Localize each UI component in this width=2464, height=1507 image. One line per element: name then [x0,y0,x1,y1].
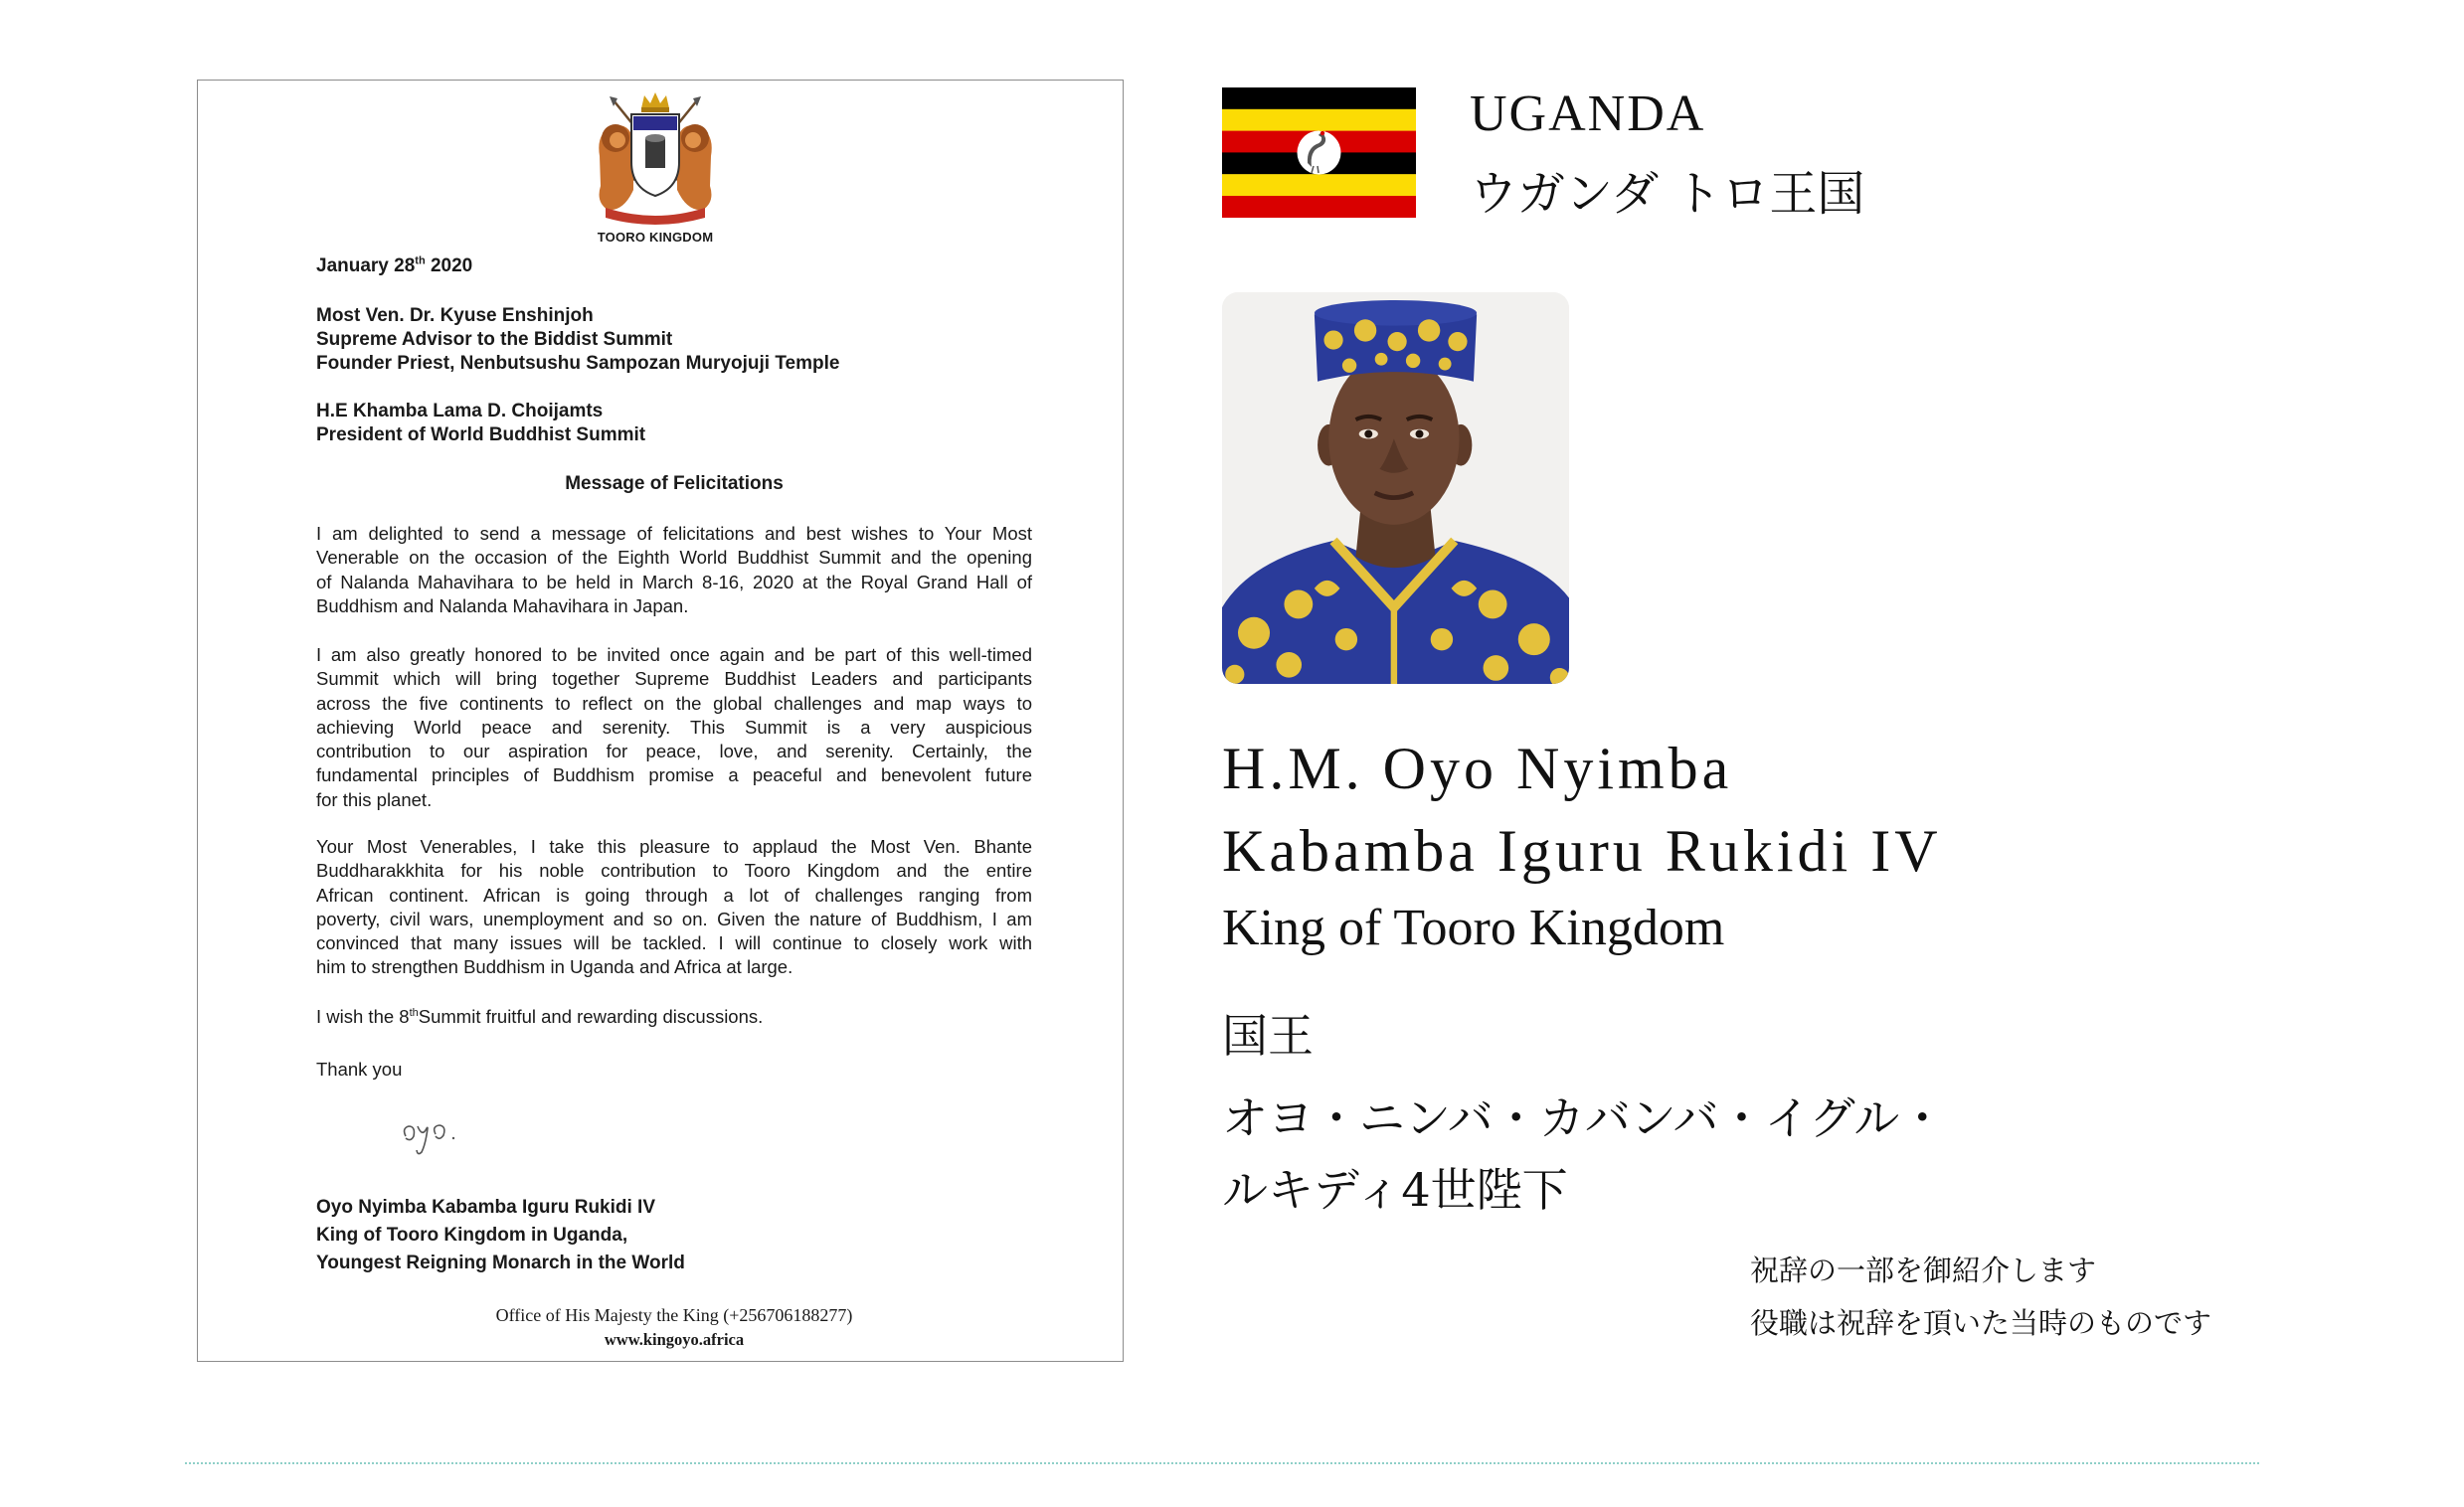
hat-embroidery [1387,332,1406,351]
closing-post: Summit fruitful and rewarding discussions. [418,1006,764,1027]
paragraph-line: across the five continents to reflect on the global challenges and map ways to [316,692,1032,714]
flag-stripe-red [1222,196,1416,218]
paragraph-line: Buddhism and Nalanda Mahavihara in Japan. [316,594,689,616]
portrait-pupil-right [1416,430,1424,438]
addressee-secondary [316,400,1032,447]
hat-embroidery [1406,354,1420,368]
crest-drum-top [645,134,665,142]
letter-paragraph-1 [316,522,1032,618]
closing-pre: I wish the 8 [316,1006,410,1027]
signatory-name: Oyo Nyimba Kabamba Iguru Rukidi IV [316,1197,656,1218]
addressee-primary [316,304,1032,376]
paragraph-line: convinced that many issues will be tackled. I will continue to closely work with [316,932,1032,954]
robe-embroidery [1238,617,1270,649]
king-portrait-photo [1222,292,1569,684]
signature-dot [452,1137,454,1139]
robe-embroidery [1276,652,1302,678]
person-title-en: King of Tooro Kingdom [1222,900,1725,956]
country-name-en: UGANDA [1470,85,1706,142]
letter-paragraph-2 [316,643,1032,812]
uganda-flag-icon [1222,87,1416,218]
portrait-hat-top [1315,300,1477,326]
dotted-divider [185,1462,2259,1464]
hat-embroidery [1375,353,1388,366]
letter-paragraph-3 [316,835,1032,980]
letter-date [316,254,1032,278]
date-suffix: th [415,254,426,267]
date-main: January 28 [316,255,416,276]
hat-embroidery [1418,319,1440,341]
portrait-illustration [1222,292,1569,684]
paragraph-line: achieving World peace and serenity. This Summit is a very auspicious [316,716,1032,738]
paragraph-line: I am also greatly honored to be invited once again and be part of this well-timed [316,644,1032,665]
person-name-ja-line2: ルキディ4世陛下 [1222,1163,1568,1217]
paragraph-line: African continent. African is going through a lot of challenges ranging from [316,884,1032,906]
flag-stripe-yellow [1222,174,1416,196]
signature-stroke-o [405,1126,415,1140]
thanks-line: Thank you [316,1059,403,1080]
letter-subject: Message of Felicitations [565,473,784,494]
person-title-ja: 国王 [1222,1009,1314,1063]
person-name-en-line1: H.M. Oyo Nyimba [1222,736,1733,801]
addressee-name: Most Ven. Dr. Kyuse Enshinjoh [316,305,594,326]
paragraph-line: Summit which will bring together Supreme Buddhist Leaders and participants [316,668,1032,690]
crest-ribbon [606,208,705,225]
robe-embroidery [1518,623,1550,655]
crest-caption: TOORO KINGDOM [597,230,714,245]
letter-footer-office: Office of His Majesty the King (+256706188277) [495,1305,853,1325]
paragraph-line: for this planet. [316,788,433,810]
robe-embroidery [1225,665,1244,684]
signature-stroke-o2 [435,1125,444,1138]
robe-embroidery [1479,590,1507,619]
closing-line [316,1005,1032,1029]
date-year: 2020 [425,255,473,276]
crest-crown-band [641,107,669,112]
crest-drum [645,138,665,168]
robe-embroidery [1335,628,1357,650]
paragraph-line: Buddharakkhita for his noble contribution to Tooro Kingdom and the entire [316,860,1032,882]
paragraph-line: Venerable on the occasion of the Eighth World Buddhist Summit and the opening [316,547,1032,569]
signature-stroke-y [417,1126,428,1154]
hat-embroidery [1448,332,1467,351]
letter-footer-website: www.kingoyo.africa [604,1330,745,1349]
crest-lion-right-face [685,132,701,148]
portrait-pupil-left [1364,430,1372,438]
addressee-secondary-name: H.E Khamba Lama D. Choijamts [316,401,604,421]
country-name-ja: ウガンダ トロ王国 [1470,166,1865,222]
flag-crane-crest [1320,131,1324,135]
hat-embroidery [1342,358,1356,372]
crest-shield-band [633,116,677,130]
note-excerpt: 祝辞の一部を御紹介します [1750,1254,2097,1287]
robe-embroidery [1284,590,1313,619]
paragraph-line: poverty, civil wars, unemployment and so on. Given the nature of Buddhism, I am [316,908,1032,929]
signatory-block [316,1194,1032,1277]
crest-crown [641,92,669,108]
hat-embroidery [1323,330,1342,349]
handwritten-signature [400,1114,471,1158]
addressee-secondary-role: President of World Buddhist Summit [316,424,646,445]
signatory-title: King of Tooro Kingdom in Uganda, [316,1225,628,1246]
hat-embroidery [1439,358,1452,371]
flag-emblem-disc [1298,131,1341,175]
signatory-distinction: Youngest Reigning Monarch in the World [316,1253,685,1273]
letter-page [197,80,1124,1362]
note-position-disclaimer: 役職は祝辞を頂いた当時のものです [1750,1306,2212,1340]
hat-embroidery [1354,319,1376,341]
robe-embroidery [1431,628,1453,650]
closing-sup: th [409,1006,419,1019]
robe-embroidery [1484,655,1509,681]
flag-stripe-black [1222,87,1416,109]
person-name-en-line2: Kabamba Iguru Rukidi IV [1222,818,1942,884]
tooro-kingdom-crest [592,92,719,232]
paragraph-line: of Nalanda Mahavihara to be held in March 8-16, 2020 at the Royal Grand Hall of [316,571,1032,592]
addressee-role: Supreme Advisor to the Biddist Summit [316,329,673,350]
paragraph-line: Your Most Venerables, I take this pleasure to applaud the Most Ven. Bhante [316,836,1032,857]
flag-crane-leg [1318,166,1319,173]
paragraph-line: fundamental principles of Buddhism promise a peaceful and benevolent future [316,764,1032,786]
crest-lion-left-face [610,132,625,148]
paragraph-line: I am delighted to send a message of felicitations and best wishes to Your Most [316,523,1032,544]
paragraph-line: contribution to our aspiration for peace, love, and serenity. Certainly, the [316,741,1032,762]
addressee-temple: Founder Priest, Nenbutsushu Sampozan Muryojuji Temple [316,353,840,374]
paragraph-line: him to strengthen Buddhism in Uganda and Africa at large. [316,956,793,978]
person-name-ja-line1: オヨ・ニンバ・カバンバ・イグル・ [1222,1091,1946,1145]
